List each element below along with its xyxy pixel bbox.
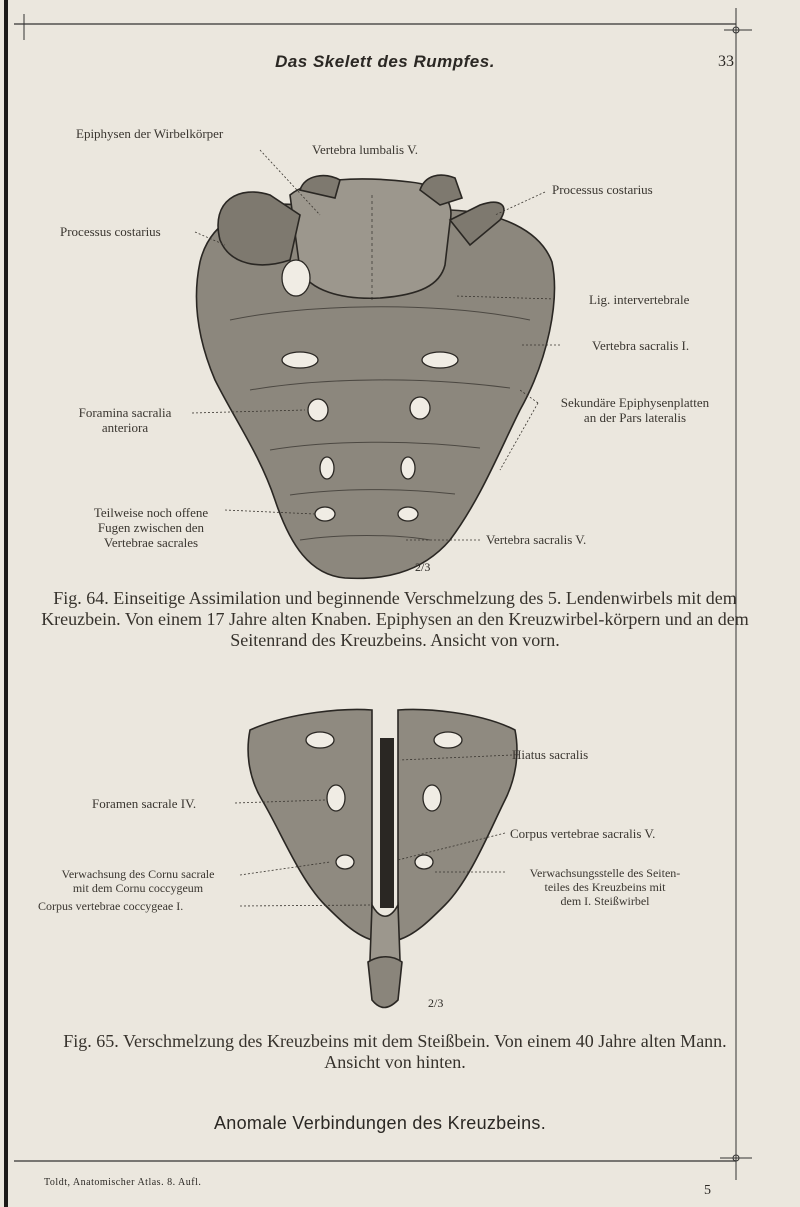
label-verwachsung-cornu-line2: mit dem Cornu coccygeum	[72, 881, 204, 895]
label-teilweise-line2: Fugen zwischen den	[97, 520, 205, 535]
figure-65-caption: Fig. 65. Verschmelzung des Kreuzbeins mit dem Steißbein. Von einem 40 Jahre alten Mann. Ansicht von hinten.	[63, 1031, 727, 1072]
label-processus-costarius-right: Processus costarius	[552, 182, 653, 197]
label-verwachsungsstelle-line2: teiles des Kreuzbeins mit	[544, 880, 666, 894]
label-verwachsungsstelle-line1: Verwachsungsstelle des Seiten-	[529, 866, 681, 880]
label-corpus-coccygeae: Corpus vertebrae coccygeae I.	[38, 899, 184, 913]
label-vertebra-sacralis-5: Vertebra sacralis V.	[486, 532, 587, 547]
figure-64-caption: Fig. 64. Einseitige Assimilation und beginnende Verschmelzung des 5. Lendenwirbels mit dem Kreuzbein. Von einem 17 Jahre alten Knaben. Epiphysen an den Kreuzwirbel-körpern und an dem Seitenrand des Kreuzbeins. Ansicht von vorn.	[41, 588, 749, 650]
label-lig-intervertebrale: Lig. intervertebrale	[589, 292, 690, 307]
label-foramina-line1: Foramina sacralia	[78, 405, 172, 420]
footer-citation: Toldt, Anatomischer Atlas. 8. Aufl.	[44, 1177, 202, 1188]
footer-signature: 5	[704, 1183, 711, 1198]
section-title: Anomale Verbindungen des Kreuzbeins.	[213, 1113, 547, 1133]
label-foramen-sacrale: Foramen sacrale IV.	[92, 796, 197, 811]
figure-64-scale: 2/3	[415, 560, 431, 574]
label-teilweise-line1: Teilweise noch offene	[93, 505, 209, 520]
label-sekundare-line2: an der Pars lateralis	[583, 410, 687, 425]
label-verwachsungsstelle-line3: dem I. Steißwirbel	[560, 894, 650, 908]
label-corpus-vertebrae-sacralis: Corpus vertebrae sacralis V.	[510, 826, 656, 841]
label-verwachsung-cornu	[38, 867, 238, 895]
label-foramina-line2: anteriora	[101, 420, 149, 435]
label-verwachsung-cornu-line1: Verwachsung des Cornu sacrale	[61, 867, 215, 881]
label-sekundare-line1: Sekundäre Epiphysenplatten	[560, 395, 710, 410]
page-number: 33	[718, 53, 734, 70]
label-teilweise-line3: Vertebrae sacrales	[103, 535, 199, 550]
label-verwachsungsstelle	[505, 866, 705, 908]
figure-65-scale: 2/3	[428, 996, 444, 1010]
running-header: Das Skelett des Rumpfes.	[275, 52, 495, 71]
label-epiphysen: Epiphysen der Wirbelkörper	[76, 126, 224, 141]
label-processus-costarius-left: Processus costarius	[60, 224, 161, 239]
label-vertebra-lumbalis: Vertebra lumbalis V.	[312, 142, 419, 157]
label-vertebra-sacralis-1: Vertebra sacralis I.	[592, 338, 690, 353]
label-hiatus-sacralis: Hiatus sacralis	[512, 747, 589, 762]
